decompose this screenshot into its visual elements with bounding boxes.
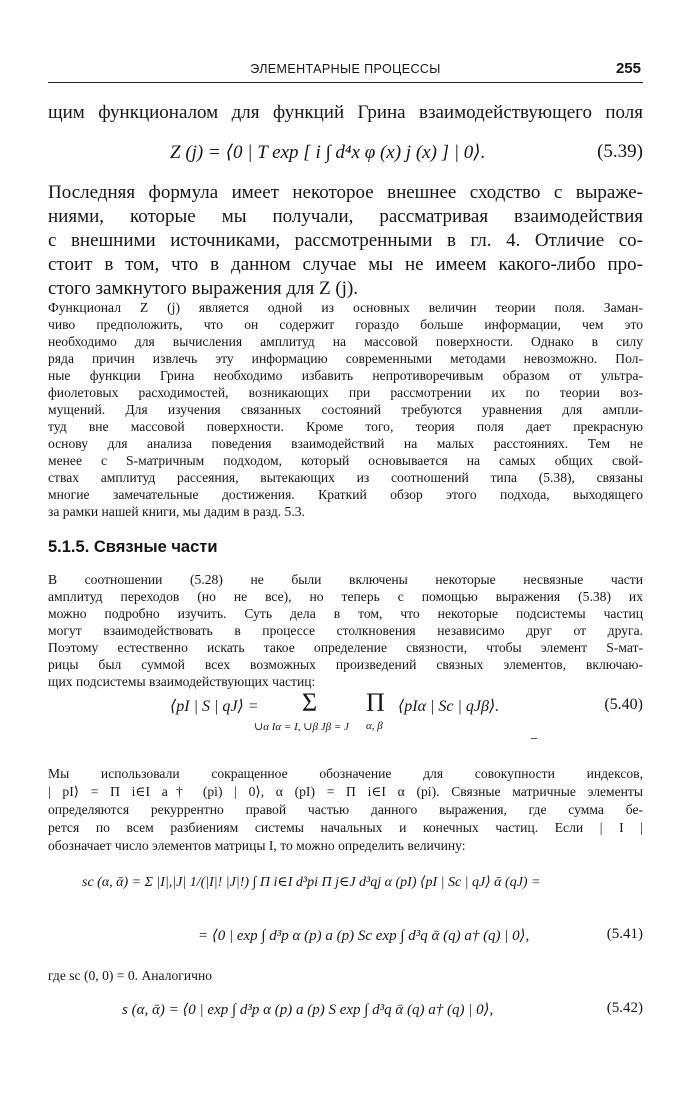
- text-line: стого замкнутого выражения для Z (j).: [48, 278, 359, 299]
- text-line: В соотношении (5.28) не были включены некоторые несвязные части: [48, 572, 643, 587]
- text-line: чиво предположить, что он содержит гораздо больше информации, чем это: [48, 317, 643, 332]
- text-line: обозначает число элементов матрицы I, то можно определить величину:: [48, 838, 466, 853]
- text-line: могут взаимодействовать в процессе столкновения независимо друг от друга.: [48, 623, 643, 638]
- text-line: фиолетовых расходимостей, возникающих при рассмотрении их по теории воз-: [48, 385, 643, 400]
- text-line: Поэтому естественно искать такое определение связности, чтобы элемент S-мат-: [48, 640, 643, 655]
- text-line: мущений. Для изучения связанных состояний требуются уравнения для ампли-: [48, 402, 643, 417]
- equation-5-40-lhs: ⟨pI | S | qJ⟩ =: [170, 698, 259, 715]
- text-line: амплитуд переходов (но не все), но теперь с помощью выражения (5.38) их: [48, 589, 643, 604]
- text-line: определяются рекуррентно правой частью данного выражения, где сумма бе-: [48, 802, 643, 817]
- text-line: можно подробно изучить. Суть дела в том, что некоторые подсистемы частиц: [48, 606, 643, 621]
- book-page: [48, 0, 643, 1100]
- text-line: Мы использовали сокращенное обозначение для совокупности индексов,: [48, 766, 643, 781]
- equation-5-42-formula: s (α, ᾱ) = ⟨0 | exp ∫ d³p α (p) a (p) S exp ∫ d³q ᾱ (q) a† (q) | 0⟩,: [122, 1002, 494, 1018]
- stray-mark: [531, 738, 537, 739]
- text-line: ствах амплитуд рассеяния, вытекающих из соотношений типа (5.38), связаны: [48, 470, 643, 485]
- text-line: основу для анализа поведения взаимодействий на малых расстояниях. Тем не: [48, 436, 643, 451]
- text-line: Последняя формула имеет некоторое внешнее сходство с выраже-: [48, 182, 643, 203]
- text-line: ные функции Грина необходимо избавить непротиворечивым образом от ультра-: [48, 368, 643, 383]
- intro-line: щим функционалом для функций Грина взаимодействующего поля: [48, 102, 643, 123]
- text-line: туд вне массовой поверхности. Кроме того, теория поля дает прекрасную: [48, 419, 643, 434]
- equation-5-40-rhs: ⟨pIα | Sc | qJβ⟩.: [398, 698, 500, 715]
- equation-5-39-formula: Z (j) = ⟨0 | T exp [ i ∫ d⁴x φ (x) j (x) ] | 0⟩.: [170, 142, 486, 163]
- running-header: [48, 58, 643, 83]
- product-symbol: Π: [366, 688, 385, 717]
- running-title: ЭЛЕМЕНТАРНЫЕ ПРОЦЕССЫ: [250, 62, 441, 76]
- sum-subscript: ∪α Iα = I, ∪β Jβ = J: [254, 721, 349, 733]
- text-line: стоит в том, что в данном случае мы не имеем какого-либо про-: [48, 254, 643, 275]
- text-line: ряда причин извлечь эту информацию современными методами невозможно. Пол-: [48, 351, 643, 366]
- equation-5-41-first-line: sc (α, ᾱ) = Σ |I|,|J| 1/(|I|! |J|!) ∫ Π i∈I d³pi Π j∈J d³qj α (pI) ⟨pI | Sc | qJ⟩ ᾱ (qJ) =: [82, 875, 541, 890]
- equation-5-39-number: (5.39): [597, 141, 643, 162]
- equation-5-41-second-line: = ⟨0 | exp ∫ d³p α (p) a (p) Sc exp ∫ d³q ᾱ (q) a† (q) | 0⟩,: [198, 928, 530, 944]
- text-line: рицы был суммой всех возможных произведений связных элементов, включаю-: [48, 657, 643, 672]
- text-line: рется по всем разбиениям системы начальных и конечных частиц. Если | I |: [48, 820, 643, 835]
- text-line: многие замечательные достижения. Краткий обзор этого подхода, выходящего: [48, 487, 643, 502]
- text-line: Функционал Z (j) является одной из основных величин теории поля. Заман-: [48, 300, 643, 315]
- text-line: с внешними источниками, рассмотренными в гл. 4. Отличие со-: [48, 230, 643, 251]
- text-line: ниями, которые мы получали, рассматривая взаимодействия: [48, 206, 643, 227]
- section-heading: 5.1.5. Связные части: [48, 538, 218, 556]
- text-line: необходимо для вычисления амплитуд на массовой поверхности. Однако в силу: [48, 334, 643, 349]
- equation-5-40: [48, 690, 643, 746]
- product-subscript: α, β: [366, 720, 383, 732]
- text-line: за рамки нашей книги, мы дадим в разд. 5.3.: [48, 504, 305, 519]
- equation-5-42-number: (5.42): [606, 1000, 643, 1016]
- equation-5-41-number: (5.41): [606, 926, 643, 942]
- sum-symbol: Σ: [302, 688, 318, 717]
- text-line: | pI⟩ = Π i∈I a† (pi) | 0⟩, α (pI) = Π i∈I α (pi). Связные матричные элементы: [48, 784, 643, 799]
- where-line: где sc (0, 0) = 0. Аналогично: [48, 968, 213, 983]
- text-line: менее с S-матричным подходом, который основывается на самых общих свой-: [48, 453, 643, 468]
- equation-5-40-number: (5.40): [604, 696, 643, 713]
- page-number: 255: [615, 60, 641, 77]
- text-line: щих подсистемы взаимодействующих частиц:: [48, 674, 316, 689]
